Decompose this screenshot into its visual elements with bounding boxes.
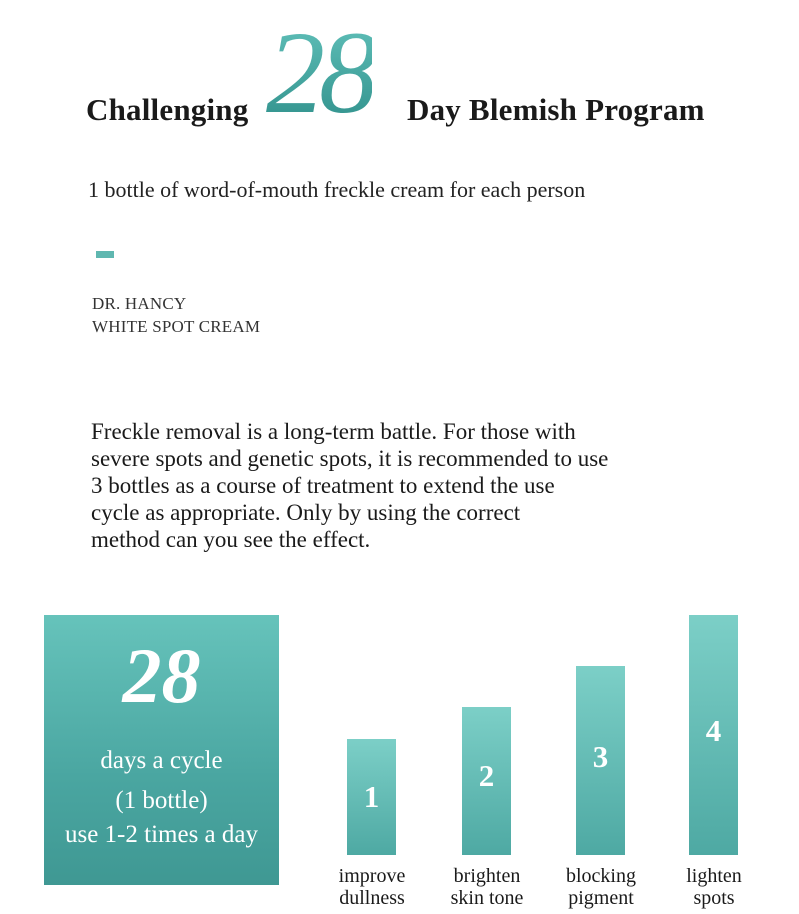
cycle-usage-label: use 1-2 times a day bbox=[64, 821, 258, 848]
title-day-number: 28 bbox=[266, 7, 372, 138]
step-label-3 bbox=[546, 865, 656, 909]
step-label-4 bbox=[659, 865, 769, 909]
step-label-line: blocking bbox=[566, 865, 636, 887]
cycle-bottle-label: (1 bottle) bbox=[115, 787, 208, 814]
cycle-days-label: days a cycle bbox=[100, 747, 223, 774]
step-label-line: pigment bbox=[568, 887, 634, 909]
step-bar-1 bbox=[347, 739, 396, 855]
step-label-line: brighten bbox=[453, 865, 521, 887]
step-label-line: dullness bbox=[339, 887, 405, 909]
step-label-line: improve bbox=[338, 865, 406, 887]
brand-name: DR. HANCY bbox=[92, 294, 187, 313]
description-line: 3 bottles as a course of treatment to extend the use bbox=[91, 473, 555, 498]
cycle-info-box bbox=[44, 615, 279, 885]
step-label-line: spots bbox=[693, 887, 735, 909]
step-number: 3 bbox=[592, 739, 609, 774]
step-bar-2 bbox=[462, 707, 511, 855]
step-bar-4 bbox=[689, 615, 738, 855]
description-line: severe spots and genetic spots, it is recommended to use bbox=[91, 446, 609, 471]
title-challenging: Challenging bbox=[86, 92, 249, 127]
step-label-2 bbox=[432, 865, 542, 909]
step-label-line: lighten bbox=[686, 865, 742, 887]
description-line: method can you see the effect. bbox=[91, 527, 371, 552]
cycle-days-number: 28 bbox=[122, 632, 201, 719]
description-paragraph bbox=[91, 418, 711, 553]
step-label-1 bbox=[317, 865, 427, 909]
step-number: 1 bbox=[363, 779, 380, 814]
description-line: cycle as appropriate. Only by using the correct bbox=[91, 500, 521, 525]
step-number: 4 bbox=[705, 713, 722, 748]
step-bar-3 bbox=[576, 666, 625, 855]
product-name: WHITE SPOT CREAM bbox=[92, 317, 261, 336]
step-number: 2 bbox=[478, 758, 495, 793]
title-program-name: Day Blemish Program bbox=[407, 92, 705, 127]
description-line: Freckle removal is a long-term battle. For those with bbox=[91, 419, 576, 444]
step-label-line: skin tone bbox=[450, 887, 524, 909]
accent-dash bbox=[96, 251, 114, 258]
subtitle: 1 bottle of word-of-mouth freckle cream for each person bbox=[88, 177, 586, 202]
